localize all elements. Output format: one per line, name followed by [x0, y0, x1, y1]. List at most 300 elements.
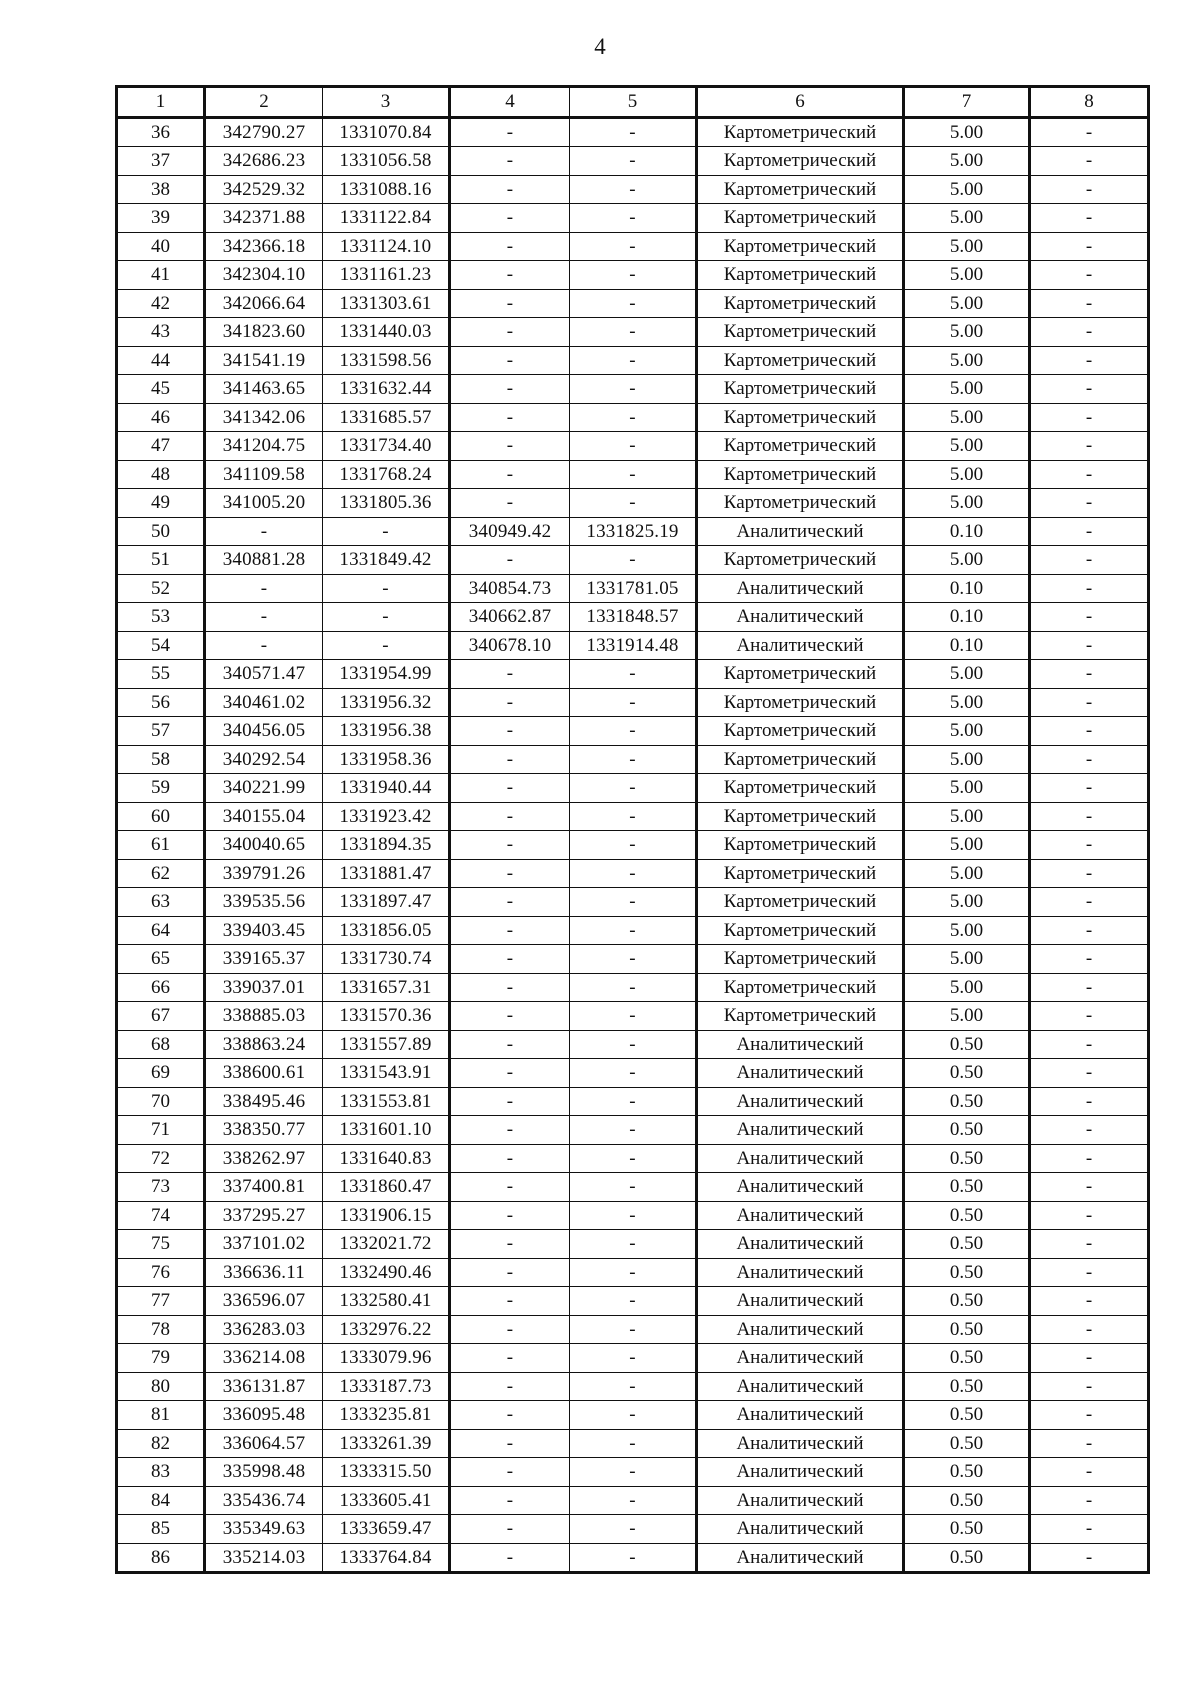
note-cell: - — [1030, 1401, 1149, 1430]
note-cell: - — [1030, 1002, 1149, 1031]
table-row — [117, 859, 1149, 888]
y-coordinate-cell: 1332490.46 — [323, 1258, 450, 1287]
method-cell: Картометрический — [697, 489, 904, 518]
table-row — [117, 802, 1149, 831]
x-calculated-cell: - — [450, 1002, 570, 1031]
x-calculated-cell: - — [450, 204, 570, 233]
y-calculated-cell: 1331848.57 — [570, 603, 697, 632]
x-calculated-cell: - — [450, 147, 570, 176]
point-number-cell: 54 — [117, 631, 205, 660]
x-coordinate-cell: 342304.10 — [205, 261, 323, 290]
y-coordinate-cell: 1331958.36 — [323, 745, 450, 774]
x-coordinate-cell: 336283.03 — [205, 1315, 323, 1344]
note-cell: - — [1030, 1030, 1149, 1059]
table-row — [117, 831, 1149, 860]
table-row — [117, 945, 1149, 974]
y-calculated-cell: - — [570, 346, 697, 375]
accuracy-cell: 5.00 — [904, 945, 1030, 974]
accuracy-cell: 5.00 — [904, 117, 1030, 147]
point-number-cell: 36 — [117, 117, 205, 147]
note-cell: - — [1030, 1344, 1149, 1373]
method-cell: Аналитический — [697, 1116, 904, 1145]
point-number-cell: 79 — [117, 1344, 205, 1373]
x-calculated-cell: - — [450, 1429, 570, 1458]
table-row — [117, 1486, 1149, 1515]
y-calculated-cell: - — [570, 1173, 697, 1202]
x-coordinate-cell: 339791.26 — [205, 859, 323, 888]
x-coordinate-cell: 342529.32 — [205, 175, 323, 204]
y-calculated-cell: - — [570, 1486, 697, 1515]
x-calculated-cell: - — [450, 1515, 570, 1544]
table-row — [117, 688, 1149, 717]
x-calculated-cell: - — [450, 117, 570, 147]
method-cell: Картометрический — [697, 432, 904, 461]
x-coordinate-cell: 338863.24 — [205, 1030, 323, 1059]
x-coordinate-cell: 341342.06 — [205, 403, 323, 432]
x-coordinate-cell: 340155.04 — [205, 802, 323, 831]
x-coordinate-cell: 340292.54 — [205, 745, 323, 774]
method-cell: Аналитический — [697, 1344, 904, 1373]
y-coordinate-cell: 1331860.47 — [323, 1173, 450, 1202]
method-cell: Картометрический — [697, 318, 904, 347]
y-calculated-cell: - — [570, 717, 697, 746]
x-coordinate-cell: 336636.11 — [205, 1258, 323, 1287]
accuracy-cell: 0.10 — [904, 574, 1030, 603]
x-coordinate-cell: 338600.61 — [205, 1059, 323, 1088]
y-coordinate-cell: 1333659.47 — [323, 1515, 450, 1544]
note-cell: - — [1030, 631, 1149, 660]
accuracy-cell: 0.50 — [904, 1458, 1030, 1487]
note-cell: - — [1030, 1201, 1149, 1230]
note-cell: - — [1030, 546, 1149, 575]
accuracy-cell: 0.50 — [904, 1230, 1030, 1259]
note-cell: - — [1030, 517, 1149, 546]
x-calculated-cell: - — [450, 859, 570, 888]
point-number-cell: 56 — [117, 688, 205, 717]
note-cell: - — [1030, 1116, 1149, 1145]
method-cell: Аналитический — [697, 1087, 904, 1116]
table-row — [117, 631, 1149, 660]
x-calculated-cell: - — [450, 688, 570, 717]
y-calculated-cell: - — [570, 745, 697, 774]
note-cell: - — [1030, 574, 1149, 603]
x-calculated-cell: - — [450, 888, 570, 917]
accuracy-cell: 5.00 — [904, 375, 1030, 404]
y-calculated-cell: - — [570, 204, 697, 233]
note-cell: - — [1030, 1515, 1149, 1544]
accuracy-cell: 0.50 — [904, 1486, 1030, 1515]
method-cell: Картометрический — [697, 117, 904, 147]
x-coordinate-cell: 341204.75 — [205, 432, 323, 461]
method-cell: Картометрический — [697, 916, 904, 945]
y-coordinate-cell: 1331303.61 — [323, 289, 450, 318]
x-coordinate-cell: 342066.64 — [205, 289, 323, 318]
note-cell: - — [1030, 147, 1149, 176]
accuracy-cell: 5.00 — [904, 346, 1030, 375]
note-cell: - — [1030, 489, 1149, 518]
x-calculated-cell: - — [450, 745, 570, 774]
point-number-cell: 59 — [117, 774, 205, 803]
method-cell: Аналитический — [697, 1543, 904, 1573]
accuracy-cell: 0.10 — [904, 517, 1030, 546]
table-row — [117, 1002, 1149, 1031]
y-calculated-cell: - — [570, 375, 697, 404]
x-coordinate-cell: 340040.65 — [205, 831, 323, 860]
y-calculated-cell: - — [570, 147, 697, 176]
y-calculated-cell: - — [570, 1344, 697, 1373]
y-calculated-cell: - — [570, 973, 697, 1002]
table-row — [117, 888, 1149, 917]
table-row — [117, 603, 1149, 632]
note-cell: - — [1030, 1230, 1149, 1259]
y-calculated-cell: - — [570, 489, 697, 518]
point-number-cell: 51 — [117, 546, 205, 575]
accuracy-cell: 5.00 — [904, 973, 1030, 1002]
y-calculated-cell: - — [570, 916, 697, 945]
point-number-cell: 81 — [117, 1401, 205, 1430]
x-coordinate-cell: 339037.01 — [205, 973, 323, 1002]
x-coordinate-cell: - — [205, 517, 323, 546]
table-row — [117, 717, 1149, 746]
x-coordinate-cell: 341823.60 — [205, 318, 323, 347]
x-coordinate-cell: 339165.37 — [205, 945, 323, 974]
note-cell: - — [1030, 603, 1149, 632]
x-calculated-cell: 340949.42 — [450, 517, 570, 546]
table-row — [117, 660, 1149, 689]
table-row — [117, 460, 1149, 489]
table-row — [117, 1344, 1149, 1373]
note-cell: - — [1030, 403, 1149, 432]
y-calculated-cell: - — [570, 546, 697, 575]
point-number-cell: 42 — [117, 289, 205, 318]
method-cell: Аналитический — [697, 1144, 904, 1173]
y-coordinate-cell: 1331685.57 — [323, 403, 450, 432]
accuracy-cell: 5.00 — [904, 859, 1030, 888]
x-calculated-cell: - — [450, 1258, 570, 1287]
point-number-cell: 75 — [117, 1230, 205, 1259]
x-calculated-cell: - — [450, 1315, 570, 1344]
y-coordinate-cell: 1331881.47 — [323, 859, 450, 888]
table-row — [117, 346, 1149, 375]
x-calculated-cell: - — [450, 1173, 570, 1202]
column-header: 4 — [450, 87, 570, 118]
method-cell: Картометрический — [697, 1002, 904, 1031]
note-cell: - — [1030, 204, 1149, 233]
point-number-cell: 84 — [117, 1486, 205, 1515]
note-cell: - — [1030, 1372, 1149, 1401]
x-calculated-cell: - — [450, 1059, 570, 1088]
point-number-cell: 45 — [117, 375, 205, 404]
x-calculated-cell: - — [450, 289, 570, 318]
table-row — [117, 318, 1149, 347]
note-cell: - — [1030, 1429, 1149, 1458]
method-cell: Картометрический — [697, 147, 904, 176]
point-number-cell: 44 — [117, 346, 205, 375]
x-calculated-cell: - — [450, 1344, 570, 1373]
x-calculated-cell: - — [450, 318, 570, 347]
accuracy-cell: 0.50 — [904, 1030, 1030, 1059]
x-calculated-cell: - — [450, 460, 570, 489]
note-cell: - — [1030, 660, 1149, 689]
table-row — [117, 1258, 1149, 1287]
accuracy-cell: 0.50 — [904, 1287, 1030, 1316]
x-calculated-cell: - — [450, 945, 570, 974]
y-coordinate-cell: 1331956.38 — [323, 717, 450, 746]
accuracy-cell: 5.00 — [904, 916, 1030, 945]
x-coordinate-cell: 335998.48 — [205, 1458, 323, 1487]
note-cell: - — [1030, 1458, 1149, 1487]
accuracy-cell: 5.00 — [904, 432, 1030, 461]
method-cell: Картометрический — [697, 660, 904, 689]
x-coordinate-cell: 340881.28 — [205, 546, 323, 575]
accuracy-cell: 0.10 — [904, 631, 1030, 660]
x-calculated-cell: - — [450, 1287, 570, 1316]
x-coordinate-cell: 340571.47 — [205, 660, 323, 689]
point-number-cell: 46 — [117, 403, 205, 432]
method-cell: Картометрический — [697, 232, 904, 261]
method-cell: Аналитический — [697, 1201, 904, 1230]
method-cell: Аналитический — [697, 1429, 904, 1458]
y-calculated-cell: - — [570, 1287, 697, 1316]
point-number-cell: 65 — [117, 945, 205, 974]
table-row — [117, 1173, 1149, 1202]
accuracy-cell: 0.50 — [904, 1144, 1030, 1173]
note-cell: - — [1030, 289, 1149, 318]
x-coordinate-cell: 337400.81 — [205, 1173, 323, 1202]
y-calculated-cell: - — [570, 1144, 697, 1173]
accuracy-cell: 5.00 — [904, 888, 1030, 917]
table-row — [117, 1116, 1149, 1145]
method-cell: Картометрический — [697, 546, 904, 575]
y-calculated-cell: - — [570, 1230, 697, 1259]
note-cell: - — [1030, 318, 1149, 347]
y-calculated-cell: - — [570, 1515, 697, 1544]
accuracy-cell: 0.50 — [904, 1344, 1030, 1373]
note-cell: - — [1030, 802, 1149, 831]
point-number-cell: 55 — [117, 660, 205, 689]
x-coordinate-cell: 336596.07 — [205, 1287, 323, 1316]
x-coordinate-cell: - — [205, 631, 323, 660]
x-coordinate-cell: 336095.48 — [205, 1401, 323, 1430]
y-calculated-cell: - — [570, 1543, 697, 1573]
y-calculated-cell: - — [570, 1258, 697, 1287]
accuracy-cell: 5.00 — [904, 261, 1030, 290]
y-calculated-cell: - — [570, 318, 697, 347]
x-coordinate-cell: 341463.65 — [205, 375, 323, 404]
y-coordinate-cell: 1333235.81 — [323, 1401, 450, 1430]
method-cell: Картометрический — [697, 859, 904, 888]
x-calculated-cell: - — [450, 375, 570, 404]
table-row — [117, 973, 1149, 1002]
accuracy-cell: 5.00 — [904, 147, 1030, 176]
method-cell: Аналитический — [697, 1230, 904, 1259]
note-cell: - — [1030, 717, 1149, 746]
accuracy-cell: 5.00 — [904, 831, 1030, 860]
accuracy-cell: 0.10 — [904, 603, 1030, 632]
accuracy-cell: 5.00 — [904, 745, 1030, 774]
point-number-cell: 78 — [117, 1315, 205, 1344]
x-coordinate-cell: 335349.63 — [205, 1515, 323, 1544]
y-calculated-cell: - — [570, 1315, 697, 1344]
accuracy-cell: 0.50 — [904, 1315, 1030, 1344]
point-number-cell: 68 — [117, 1030, 205, 1059]
table-row — [117, 1315, 1149, 1344]
x-coordinate-cell: 342371.88 — [205, 204, 323, 233]
table-row — [117, 175, 1149, 204]
point-number-cell: 60 — [117, 802, 205, 831]
table-row — [117, 489, 1149, 518]
x-calculated-cell: - — [450, 232, 570, 261]
y-coordinate-cell: - — [323, 603, 450, 632]
table-row — [117, 117, 1149, 147]
y-coordinate-cell: 1331056.58 — [323, 147, 450, 176]
y-coordinate-cell: 1331557.89 — [323, 1030, 450, 1059]
x-calculated-cell: - — [450, 175, 570, 204]
y-calculated-cell: 1331914.48 — [570, 631, 697, 660]
method-cell: Картометрический — [697, 204, 904, 233]
method-cell: Аналитический — [697, 1030, 904, 1059]
x-coordinate-cell: 338262.97 — [205, 1144, 323, 1173]
y-coordinate-cell: 1331124.10 — [323, 232, 450, 261]
y-coordinate-cell: 1331598.56 — [323, 346, 450, 375]
note-cell: - — [1030, 232, 1149, 261]
x-calculated-cell: - — [450, 432, 570, 461]
y-coordinate-cell: 1331601.10 — [323, 1116, 450, 1145]
table-row — [117, 232, 1149, 261]
point-number-cell: 62 — [117, 859, 205, 888]
y-coordinate-cell: 1331632.44 — [323, 375, 450, 404]
y-calculated-cell: - — [570, 831, 697, 860]
table-row — [117, 1144, 1149, 1173]
y-calculated-cell: - — [570, 460, 697, 489]
note-cell: - — [1030, 1087, 1149, 1116]
x-coordinate-cell: 340221.99 — [205, 774, 323, 803]
point-number-cell: 86 — [117, 1543, 205, 1573]
point-number-cell: 80 — [117, 1372, 205, 1401]
y-calculated-cell: - — [570, 117, 697, 147]
column-header: 3 — [323, 87, 450, 118]
x-calculated-cell: - — [450, 1087, 570, 1116]
table-body — [117, 117, 1149, 1573]
y-calculated-cell: - — [570, 1002, 697, 1031]
method-cell: Картометрический — [697, 802, 904, 831]
note-cell: - — [1030, 375, 1149, 404]
x-coordinate-cell: 341109.58 — [205, 460, 323, 489]
y-coordinate-cell: 1333315.50 — [323, 1458, 450, 1487]
y-calculated-cell: - — [570, 289, 697, 318]
y-coordinate-cell: - — [323, 631, 450, 660]
table-row — [117, 1230, 1149, 1259]
accuracy-cell: 5.00 — [904, 546, 1030, 575]
method-cell: Аналитический — [697, 1287, 904, 1316]
method-cell: Аналитический — [697, 1315, 904, 1344]
method-cell: Картометрический — [697, 774, 904, 803]
method-cell: Картометрический — [697, 973, 904, 1002]
table-row — [117, 1401, 1149, 1430]
x-coordinate-cell: 338885.03 — [205, 1002, 323, 1031]
point-number-cell: 50 — [117, 517, 205, 546]
x-coordinate-cell: 342366.18 — [205, 232, 323, 261]
accuracy-cell: 5.00 — [904, 460, 1030, 489]
y-coordinate-cell: 1331570.36 — [323, 1002, 450, 1031]
note-cell: - — [1030, 175, 1149, 204]
y-calculated-cell: 1331825.19 — [570, 517, 697, 546]
column-header: 5 — [570, 87, 697, 118]
method-cell: Картометрический — [697, 717, 904, 746]
point-number-cell: 57 — [117, 717, 205, 746]
x-calculated-cell: - — [450, 1144, 570, 1173]
note-cell: - — [1030, 1144, 1149, 1173]
table-row — [117, 147, 1149, 176]
x-coordinate-cell: 338350.77 — [205, 1116, 323, 1145]
table-row — [117, 1429, 1149, 1458]
note-cell: - — [1030, 1486, 1149, 1515]
method-cell: Картометрический — [697, 375, 904, 404]
y-calculated-cell: - — [570, 1372, 697, 1401]
point-number-cell: 41 — [117, 261, 205, 290]
accuracy-cell: 5.00 — [904, 232, 1030, 261]
note-cell: - — [1030, 745, 1149, 774]
y-coordinate-cell: 1333605.41 — [323, 1486, 450, 1515]
note-cell: - — [1030, 432, 1149, 461]
accuracy-cell: 0.50 — [904, 1201, 1030, 1230]
x-coordinate-cell: - — [205, 603, 323, 632]
y-coordinate-cell: 1331849.42 — [323, 546, 450, 575]
table-row — [117, 1087, 1149, 1116]
x-calculated-cell: - — [450, 1372, 570, 1401]
point-number-cell: 52 — [117, 574, 205, 603]
y-coordinate-cell: 1331553.81 — [323, 1087, 450, 1116]
note-cell: - — [1030, 945, 1149, 974]
accuracy-cell: 0.50 — [904, 1543, 1030, 1573]
table-row — [117, 1543, 1149, 1573]
point-number-cell: 48 — [117, 460, 205, 489]
table-row — [117, 745, 1149, 774]
x-coordinate-cell: 342790.27 — [205, 117, 323, 147]
note-cell: - — [1030, 261, 1149, 290]
x-coordinate-cell: 335214.03 — [205, 1543, 323, 1573]
accuracy-cell: 0.50 — [904, 1258, 1030, 1287]
y-calculated-cell: - — [570, 175, 697, 204]
x-coordinate-cell: 340456.05 — [205, 717, 323, 746]
note-cell: - — [1030, 888, 1149, 917]
table-row — [117, 1372, 1149, 1401]
note-cell: - — [1030, 688, 1149, 717]
y-coordinate-cell: 1332976.22 — [323, 1315, 450, 1344]
method-cell: Аналитический — [697, 1401, 904, 1430]
y-coordinate-cell: 1331894.35 — [323, 831, 450, 860]
point-number-cell: 85 — [117, 1515, 205, 1544]
y-calculated-cell: 1331781.05 — [570, 574, 697, 603]
table-row — [117, 375, 1149, 404]
x-calculated-cell: - — [450, 774, 570, 803]
accuracy-cell: 0.50 — [904, 1372, 1030, 1401]
method-cell: Картометрический — [697, 745, 904, 774]
x-coordinate-cell: 340461.02 — [205, 688, 323, 717]
x-coordinate-cell: 336214.08 — [205, 1344, 323, 1373]
y-coordinate-cell: 1331088.16 — [323, 175, 450, 204]
accuracy-cell: 5.00 — [904, 1002, 1030, 1031]
x-coordinate-cell: 338495.46 — [205, 1087, 323, 1116]
column-header: 6 — [697, 87, 904, 118]
x-coordinate-cell: 337101.02 — [205, 1230, 323, 1259]
method-cell: Аналитический — [697, 1173, 904, 1202]
y-coordinate-cell: 1332021.72 — [323, 1230, 450, 1259]
point-number-cell: 70 — [117, 1087, 205, 1116]
y-calculated-cell: - — [570, 660, 697, 689]
x-coordinate-cell: - — [205, 574, 323, 603]
accuracy-cell: 0.50 — [904, 1515, 1030, 1544]
